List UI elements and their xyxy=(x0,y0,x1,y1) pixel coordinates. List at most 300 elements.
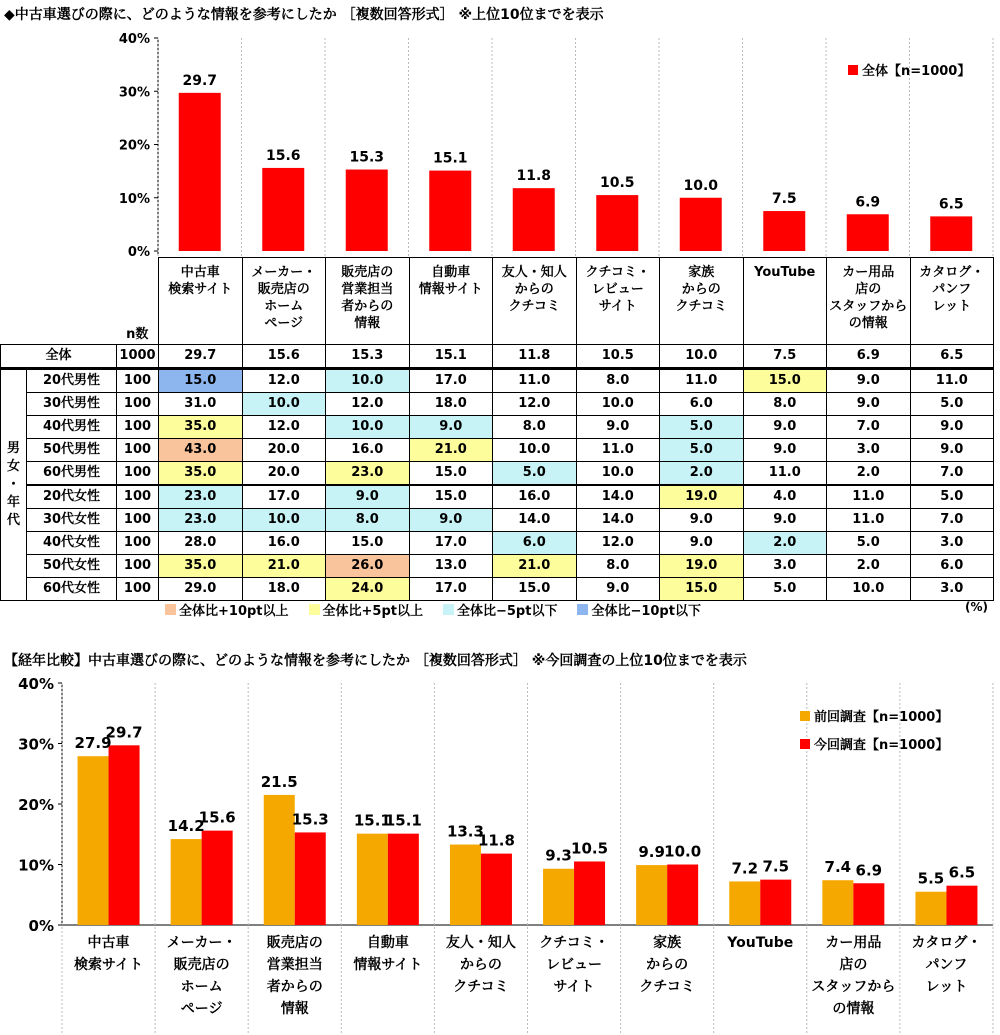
cell-value: 16.0 xyxy=(242,532,326,555)
c2-value-curr: 10.0 xyxy=(664,842,702,861)
cell-value: 9.0 xyxy=(910,416,994,439)
c1-ytick-label: 20% xyxy=(118,138,150,154)
c2-category-label: ページ xyxy=(180,1001,223,1017)
unit-label: (%) xyxy=(965,600,988,614)
c1-bar xyxy=(680,198,722,251)
cell-value: 10.5 xyxy=(576,345,660,369)
c2-bar-prev xyxy=(543,869,574,925)
cell-value: 17.0 xyxy=(242,485,326,509)
c2-category-label: クチコミ xyxy=(453,979,509,995)
cell-value: 10.0 xyxy=(827,578,911,601)
row-n: 1000 xyxy=(117,345,159,369)
c2-value-prev: 9.3 xyxy=(545,846,572,865)
c1-bar xyxy=(847,214,889,251)
group-label-cell xyxy=(1,369,27,601)
cell-value: 6.9 xyxy=(827,345,911,369)
cell-value: 17.0 xyxy=(409,369,493,393)
c2-value-curr: 6.5 xyxy=(948,863,976,882)
category-line: サイト xyxy=(598,299,637,314)
cell-value: 21.0 xyxy=(493,555,577,578)
table-header-blank xyxy=(1,258,117,345)
row-label: 全体 xyxy=(1,345,117,369)
legend-swatch-curr xyxy=(800,739,810,749)
table-row xyxy=(1,509,994,532)
category-line: メーカー・ xyxy=(251,265,317,280)
chart2-legend-prev xyxy=(800,706,948,725)
row-label: 20代男性 xyxy=(27,369,117,393)
c2-ytick-label: 10% xyxy=(18,856,54,875)
cell-value: 26.0 xyxy=(326,555,410,578)
cell-value: 29.0 xyxy=(159,578,243,601)
c2-category-label: からの xyxy=(459,957,502,973)
group-label-char: 女 xyxy=(6,459,20,474)
c2-category-label: からの xyxy=(646,957,689,973)
c1-bar-value: 10.5 xyxy=(599,175,635,192)
table-row xyxy=(1,416,994,439)
row-n: 100 xyxy=(117,393,159,416)
c1-bar-value: 7.5 xyxy=(771,191,797,208)
category-line: 販売店の xyxy=(257,282,310,297)
cell-value: 12.0 xyxy=(493,393,577,416)
row-n: 100 xyxy=(117,555,159,578)
row-label: 50代男性 xyxy=(27,439,117,462)
c1-bar-value: 29.7 xyxy=(182,72,218,89)
cell-value: 7.0 xyxy=(910,462,994,486)
cell-value: 9.0 xyxy=(743,416,827,439)
c2-value-prev: 14.2 xyxy=(167,817,205,836)
c2-bar-prev xyxy=(78,756,109,925)
cell-value: 15.6 xyxy=(242,345,326,369)
c1-bar-value: 15.6 xyxy=(265,147,301,164)
group-label-char: 年 xyxy=(6,495,20,510)
c2-bar-prev xyxy=(822,880,853,925)
c2-bar-prev xyxy=(450,845,481,925)
heat-legend-swatch xyxy=(577,604,588,615)
c2-category-label: 検索サイト xyxy=(74,957,144,973)
c2-category-label: スタッフから xyxy=(811,979,896,995)
c2-category-label: 家族 xyxy=(653,935,682,951)
cell-value: 9.0 xyxy=(576,416,660,439)
cell-value: 2.0 xyxy=(743,532,827,555)
c2-bar-curr xyxy=(388,834,419,925)
c2-bar-curr xyxy=(667,865,698,926)
c2-category-label: クチコミ xyxy=(639,979,695,995)
group-label-char: 男 xyxy=(6,441,20,456)
cell-value: 8.0 xyxy=(576,369,660,393)
c1-bar xyxy=(596,195,638,251)
c1-bar-value: 10.0 xyxy=(683,177,719,194)
table-header-category xyxy=(159,258,243,345)
category-line: クチコミ xyxy=(508,299,560,314)
cell-value: 16.0 xyxy=(493,485,577,509)
cell-value: 11.8 xyxy=(493,345,577,369)
heat-legend-label: 全体比−10pt以下 xyxy=(591,604,701,619)
cell-value: 5.0 xyxy=(827,532,911,555)
heat-legend-item xyxy=(165,600,289,619)
cell-value: 10.0 xyxy=(576,393,660,416)
table-header-row xyxy=(1,258,994,345)
row-n: 100 xyxy=(117,439,159,462)
cell-value: 15.1 xyxy=(409,345,493,369)
c1-ytick-label: 40% xyxy=(118,32,150,47)
heat-legend xyxy=(165,600,721,619)
cell-value: 28.0 xyxy=(159,532,243,555)
c2-value-curr: 10.5 xyxy=(571,839,609,858)
c2-bar-prev xyxy=(357,834,388,925)
category-line: パンフ xyxy=(932,282,972,297)
cell-value: 6.5 xyxy=(910,345,994,369)
cell-value: 13.0 xyxy=(409,555,493,578)
cell-value: 19.0 xyxy=(660,485,744,509)
cell-value: 20.0 xyxy=(242,439,326,462)
cell-value: 7.0 xyxy=(910,509,994,532)
cell-value: 20.0 xyxy=(242,462,326,486)
c1-bar-value: 6.5 xyxy=(938,196,964,213)
cell-value: 10.0 xyxy=(326,369,410,393)
cell-value: 10.0 xyxy=(242,393,326,416)
cell-value: 11.0 xyxy=(576,439,660,462)
chart1-legend xyxy=(848,60,970,79)
c2-value-prev: 13.3 xyxy=(446,822,484,841)
cell-value: 5.0 xyxy=(910,485,994,509)
cell-value: 3.0 xyxy=(743,555,827,578)
c2-value-prev: 27.9 xyxy=(74,734,112,753)
cell-value: 9.0 xyxy=(743,509,827,532)
cell-value: 6.0 xyxy=(660,393,744,416)
c2-value-curr: 6.9 xyxy=(855,861,883,880)
table-row xyxy=(1,439,994,462)
category-line: カー用品 xyxy=(842,265,895,280)
cell-value: 15.0 xyxy=(660,578,744,601)
table-row xyxy=(1,578,994,601)
table-header-category xyxy=(743,258,827,345)
legend-label-prev: 前回調査【n=1000】 xyxy=(814,710,949,725)
cell-value: 35.0 xyxy=(159,416,243,439)
cell-value: 3.0 xyxy=(910,532,994,555)
c2-value-prev: 5.5 xyxy=(917,869,945,888)
row-n: 100 xyxy=(117,485,159,509)
cell-value: 12.0 xyxy=(242,416,326,439)
heat-legend-label: 全体比+10pt以上 xyxy=(179,604,289,619)
c2-bar-prev xyxy=(915,892,946,925)
table-header-category xyxy=(493,258,577,345)
c2-category-label: 販売店の xyxy=(173,957,230,973)
c2-value-curr: 7.5 xyxy=(762,857,790,876)
table-header-category xyxy=(576,258,660,345)
cell-value: 5.0 xyxy=(743,578,827,601)
cell-value: 5.0 xyxy=(660,439,744,462)
row-label: 40代男性 xyxy=(27,416,117,439)
category-line: 家族 xyxy=(688,265,715,280)
chart2-title: 【経年比較】中古車選びの際に、どのような情報を参考にしたか ［複数回答形式］ ※今回調査の上位10位までを表示 xyxy=(4,653,747,669)
c2-bar-curr xyxy=(109,745,140,925)
c2-bar-prev xyxy=(264,795,295,925)
category-line: 友人・知人 xyxy=(501,265,567,280)
cell-value: 8.0 xyxy=(493,416,577,439)
c2-bar-prev xyxy=(636,865,667,925)
category-line: レット xyxy=(932,299,972,314)
c1-bar-value: 11.8 xyxy=(516,168,552,185)
cell-value: 23.0 xyxy=(326,462,410,486)
table-header-category xyxy=(827,258,911,345)
heat-legend-swatch xyxy=(165,604,176,615)
cell-value: 7.5 xyxy=(743,345,827,369)
cell-value: 11.0 xyxy=(660,369,744,393)
c2-category-label: カー用品 xyxy=(825,935,882,951)
cell-value: 9.0 xyxy=(409,509,493,532)
c2-category-label: ホーム xyxy=(180,979,223,995)
c2-value-curr: 29.7 xyxy=(105,723,143,742)
category-line: の情報 xyxy=(848,316,888,331)
category-line: スタッフから xyxy=(829,299,908,314)
cell-value: 12.0 xyxy=(242,369,326,393)
cell-value: 2.0 xyxy=(827,462,911,486)
c2-bar-curr xyxy=(202,831,233,925)
group-label-char: 代 xyxy=(6,513,20,528)
chart2-legend-curr xyxy=(800,734,948,753)
cell-value: 10.0 xyxy=(493,439,577,462)
c1-bar xyxy=(429,171,471,251)
cell-value: 10.0 xyxy=(326,416,410,439)
c2-bar-curr xyxy=(853,883,884,925)
cell-value: 24.0 xyxy=(326,578,410,601)
cell-value: 12.0 xyxy=(326,393,410,416)
cell-value: 7.0 xyxy=(827,416,911,439)
table-row-total xyxy=(1,345,994,369)
c2-value-prev: 7.4 xyxy=(824,858,852,877)
table-row xyxy=(1,393,994,416)
c2-ytick-label: 0% xyxy=(28,917,54,935)
category-line: 中古車 xyxy=(180,265,220,280)
category-line: カタログ・ xyxy=(919,265,985,280)
table-row xyxy=(1,462,994,486)
c2-bar-curr xyxy=(946,886,977,925)
table-row xyxy=(1,555,994,578)
category-line: 検索サイト xyxy=(168,282,233,297)
c2-category-label: 情報サイト xyxy=(353,957,423,973)
row-n: 100 xyxy=(117,369,159,393)
cell-value: 6.0 xyxy=(493,532,577,555)
c1-bar xyxy=(179,93,221,251)
c2-value-prev: 15.1 xyxy=(353,811,391,830)
table-row xyxy=(1,532,994,555)
table-header-category xyxy=(326,258,410,345)
legend-label-curr: 今回調査【n=1000】 xyxy=(814,738,949,753)
cell-value: 23.0 xyxy=(159,485,243,509)
category-line: クチコミ・ xyxy=(585,265,650,280)
c2-category-label: クチコミ・ xyxy=(539,935,609,951)
c2-value-curr: 15.6 xyxy=(198,808,236,827)
category-line: YouTube xyxy=(754,265,816,280)
cell-value: 18.0 xyxy=(242,578,326,601)
cell-value: 9.0 xyxy=(326,485,410,509)
chart1-svg xyxy=(0,20,1000,260)
c2-bar-curr xyxy=(760,880,791,925)
cell-value: 2.0 xyxy=(827,555,911,578)
c1-ytick-label: 10% xyxy=(118,191,150,207)
table-header-category xyxy=(242,258,326,345)
cell-value: 15.0 xyxy=(493,578,577,601)
c1-bar xyxy=(930,216,972,251)
cell-value: 16.0 xyxy=(326,439,410,462)
c1-bar xyxy=(763,211,805,251)
category-line: 店の xyxy=(855,282,882,297)
c2-category-label: 友人・知人 xyxy=(445,935,516,951)
c1-ytick-label: 30% xyxy=(118,85,150,101)
cell-value: 2.0 xyxy=(660,462,744,486)
c2-value-prev: 21.5 xyxy=(260,772,298,791)
row-label: 50代女性 xyxy=(27,555,117,578)
c2-bar-curr xyxy=(295,832,326,925)
crosstab-table xyxy=(0,257,994,601)
heat-legend-label: 全体比+5pt以上 xyxy=(322,604,423,619)
row-label: 30代女性 xyxy=(27,509,117,532)
c2-category-label: 店の xyxy=(839,957,868,973)
c2-category-label: の情報 xyxy=(832,1001,875,1017)
cell-value: 18.0 xyxy=(409,393,493,416)
category-line: ページ xyxy=(264,316,304,331)
cell-value: 15.3 xyxy=(326,345,410,369)
row-label: 60代女性 xyxy=(27,578,117,601)
cell-value: 17.0 xyxy=(409,578,493,601)
cell-value: 10.0 xyxy=(242,509,326,532)
category-line: 営業担当 xyxy=(341,282,394,297)
category-line: ホーム xyxy=(264,299,304,314)
heat-legend-item xyxy=(577,600,701,619)
category-line: からの xyxy=(514,282,554,297)
cell-value: 17.0 xyxy=(409,532,493,555)
cell-value: 11.0 xyxy=(493,369,577,393)
c2-category-label: カタログ・ xyxy=(911,935,982,951)
row-n: 100 xyxy=(117,416,159,439)
c1-bar xyxy=(262,168,304,251)
cell-value: 3.0 xyxy=(827,439,911,462)
c1-bar xyxy=(346,170,388,251)
c2-category-label: 情報 xyxy=(280,1001,309,1017)
cell-value: 10.0 xyxy=(576,462,660,486)
category-line: 情報サイト xyxy=(418,282,483,297)
heat-legend-swatch xyxy=(443,604,454,615)
cell-value: 21.0 xyxy=(409,439,493,462)
c2-category-label: 営業担当 xyxy=(266,957,323,973)
heat-legend-swatch xyxy=(309,604,320,615)
group-label-char: ・ xyxy=(6,477,20,492)
cell-value: 6.0 xyxy=(910,555,994,578)
cell-value: 11.0 xyxy=(827,509,911,532)
table-header-category xyxy=(660,258,744,345)
cell-value: 15.0 xyxy=(326,532,410,555)
cell-value: 9.0 xyxy=(827,369,911,393)
cell-value: 14.0 xyxy=(576,485,660,509)
category-line: クチコミ xyxy=(675,299,727,314)
category-line: 販売店の xyxy=(341,265,394,280)
c2-bar-prev xyxy=(171,839,202,925)
row-label: 60代男性 xyxy=(27,462,117,486)
c2-category-label: YouTube xyxy=(727,935,794,951)
c2-bar-curr xyxy=(481,854,512,925)
c2-category-label: サイト xyxy=(553,979,595,995)
c2-value-curr: 11.8 xyxy=(477,831,515,850)
c1-bar xyxy=(513,188,555,251)
cell-value: 8.0 xyxy=(326,509,410,532)
row-n: 100 xyxy=(117,578,159,601)
cell-value: 21.0 xyxy=(242,555,326,578)
cell-value: 23.0 xyxy=(159,509,243,532)
c2-bar-curr xyxy=(574,861,605,925)
cell-value: 9.0 xyxy=(576,578,660,601)
cell-value: 11.0 xyxy=(910,369,994,393)
c2-value-curr: 15.1 xyxy=(384,811,422,830)
c2-value-prev: 9.9 xyxy=(638,843,665,862)
row-n: 100 xyxy=(117,462,159,486)
cell-value: 8.0 xyxy=(576,555,660,578)
cell-value: 14.0 xyxy=(493,509,577,532)
row-label: 20代女性 xyxy=(27,485,117,509)
heat-legend-item xyxy=(309,600,423,619)
c2-category-label: パンフ xyxy=(925,957,968,973)
cell-value: 5.0 xyxy=(660,416,744,439)
row-label: 40代女性 xyxy=(27,532,117,555)
legend-swatch-overall xyxy=(848,65,858,75)
cell-value: 9.0 xyxy=(743,439,827,462)
c2-ytick-label: 40% xyxy=(18,675,54,693)
cell-value: 29.7 xyxy=(159,345,243,369)
row-label: 30代男性 xyxy=(27,393,117,416)
table-header-n: n数 xyxy=(117,258,159,345)
table-row xyxy=(1,369,994,393)
cell-value: 3.0 xyxy=(910,578,994,601)
chart1-title: ◆中古車選びの際に、どのような情報を参考にしたか ［複数回答形式］ ※上位10位までを表示 xyxy=(4,7,604,23)
c1-ytick-label: 0% xyxy=(127,245,150,260)
cell-value: 12.0 xyxy=(576,532,660,555)
cell-value: 14.0 xyxy=(576,509,660,532)
cell-value: 9.0 xyxy=(660,509,744,532)
c2-bar-prev xyxy=(729,881,760,925)
cell-value: 15.0 xyxy=(409,485,493,509)
c2-ytick-label: 20% xyxy=(18,796,54,814)
cell-value: 4.0 xyxy=(743,485,827,509)
heat-legend-item xyxy=(443,600,557,619)
category-line: からの xyxy=(681,282,721,297)
c2-category-label: 販売店の xyxy=(266,935,323,951)
c1-bar-value: 6.9 xyxy=(855,194,881,211)
c2-category-label: レット xyxy=(925,979,968,995)
c2-category-label: メーカー・ xyxy=(166,935,237,951)
cell-value: 11.0 xyxy=(827,485,911,509)
table-row xyxy=(1,485,994,509)
row-n: 100 xyxy=(117,509,159,532)
cell-value: 9.0 xyxy=(409,416,493,439)
c2-ytick-label: 30% xyxy=(18,735,54,754)
row-n: 100 xyxy=(117,532,159,555)
cell-value: 9.0 xyxy=(827,393,911,416)
c2-value-curr: 15.3 xyxy=(291,810,329,829)
cell-value: 5.0 xyxy=(493,462,577,486)
cell-value: 9.0 xyxy=(910,439,994,462)
category-line: 者からの xyxy=(341,299,394,314)
cell-value: 43.0 xyxy=(159,439,243,462)
legend-swatch-prev xyxy=(800,711,810,721)
category-line: 自動車 xyxy=(431,265,471,280)
category-line: 情報 xyxy=(354,316,381,331)
cell-value: 35.0 xyxy=(159,555,243,578)
c1-bar-value: 15.3 xyxy=(349,149,385,166)
cell-value: 15.0 xyxy=(743,369,827,393)
c2-category-label: 自動車 xyxy=(366,935,409,951)
c2-category-label: レビュー xyxy=(546,957,603,973)
cell-value: 10.0 xyxy=(660,345,744,369)
cell-value: 9.0 xyxy=(660,532,744,555)
